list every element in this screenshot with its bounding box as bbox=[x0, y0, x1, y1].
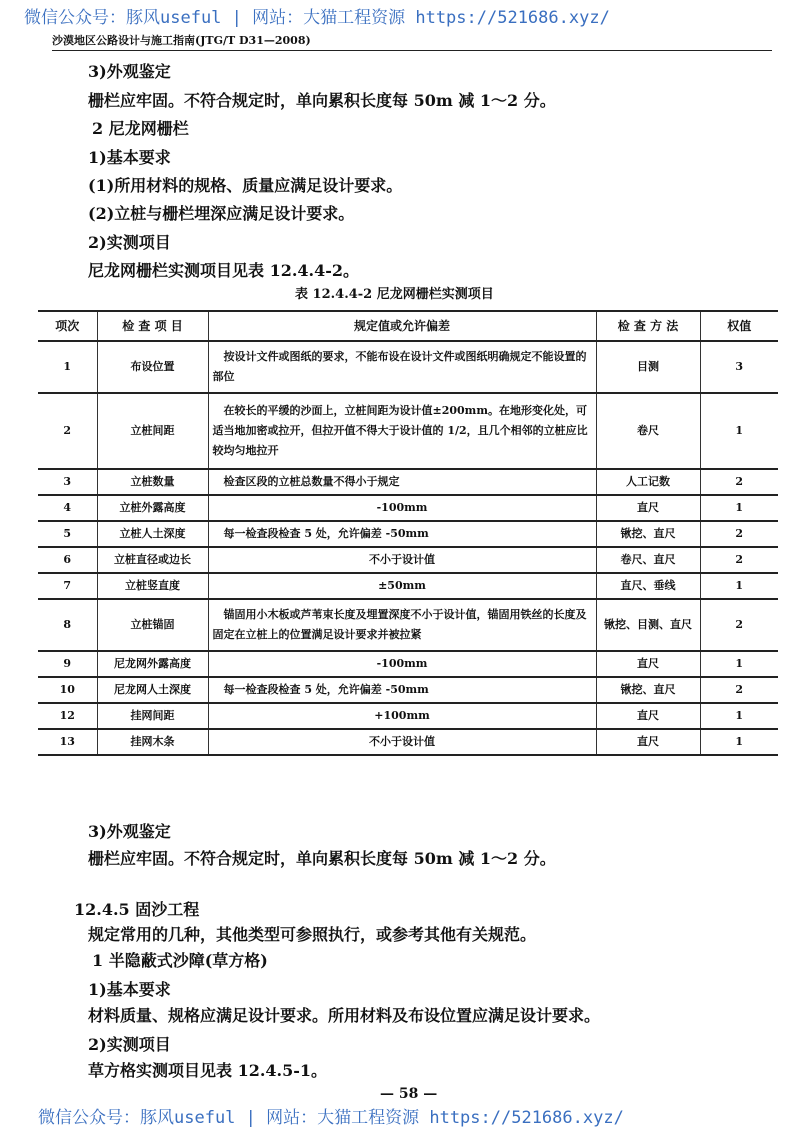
table-row bbox=[38, 341, 778, 393]
paragraph: (1)所用材料的规格、质量应满足设计要求。 bbox=[88, 176, 403, 195]
paragraph: 尼龙网栅栏实测项目见表 12.4.4-2。 bbox=[88, 261, 360, 280]
check-item: 挂网间距 bbox=[97, 703, 208, 729]
check-method: 直尺 bbox=[596, 651, 700, 677]
heading-grass-grid: 1 半隐蔽式沙障(草方格) bbox=[92, 951, 268, 970]
item-number: 3 bbox=[38, 469, 97, 495]
weight: 3 bbox=[700, 341, 778, 393]
check-item: 立桩竖直度 bbox=[97, 573, 208, 599]
heading-appearance: 3)外观鉴定 bbox=[88, 822, 171, 841]
weight: 2 bbox=[700, 469, 778, 495]
check-method: 直尺 bbox=[596, 703, 700, 729]
check-item: 立桩人土深度 bbox=[97, 521, 208, 547]
check-method: 直尺、垂线 bbox=[596, 573, 700, 599]
check-method: 锹挖、目测、直尺 bbox=[596, 599, 700, 651]
tolerance: 每一检查段检查 5 处，允许偏差 -50mm bbox=[208, 521, 596, 547]
table-row bbox=[38, 651, 778, 677]
paragraph: 栅栏应牢固。不符合规定时，单向累积长度每 50m 减 1～2 分。 bbox=[88, 91, 556, 110]
item-number: 4 bbox=[38, 495, 97, 521]
check-item: 挂网木条 bbox=[97, 729, 208, 755]
check-method: 卷尺、直尺 bbox=[596, 547, 700, 573]
check-item: 尼龙网外露高度 bbox=[97, 651, 208, 677]
paragraph: 栅栏应牢固。不符合规定时，单向累积长度每 50m 减 1～2 分。 bbox=[88, 849, 556, 868]
col-header: 权值 bbox=[700, 311, 778, 341]
tolerance: 检查区段的立桩总数量不得小于规定 bbox=[208, 469, 596, 495]
weight: 1 bbox=[700, 651, 778, 677]
table-caption: 表 12.4.4-2 尼龙网栅栏实测项目 bbox=[295, 287, 494, 302]
tolerance: ±50mm bbox=[208, 573, 596, 599]
heading-measured: 2)实测项目 bbox=[88, 233, 171, 252]
table-row bbox=[38, 547, 778, 573]
check-method: 锹挖、直尺 bbox=[596, 677, 700, 703]
paragraph: (2)立桩与栅栏埋深应满足设计要求。 bbox=[88, 204, 355, 223]
item-number: 1 bbox=[38, 341, 97, 393]
weight: 2 bbox=[700, 521, 778, 547]
table-row bbox=[38, 393, 778, 469]
tolerance: 不小于设计值 bbox=[208, 547, 596, 573]
weight: 1 bbox=[700, 393, 778, 469]
check-method: 直尺 bbox=[596, 729, 700, 755]
weight: 2 bbox=[700, 599, 778, 651]
tolerance: 锚固用小木板或芦苇束长度及埋置深度不小于设计值，锚固用铁丝的长度及固定在立桩上的位置满足设计要求并被拉紧 bbox=[208, 599, 596, 651]
heading-basic: 1)基本要求 bbox=[88, 980, 171, 999]
tolerance: -100mm bbox=[208, 651, 596, 677]
check-item: 布设位置 bbox=[97, 341, 208, 393]
table-row bbox=[38, 703, 778, 729]
table-row bbox=[38, 573, 778, 599]
item-number: 13 bbox=[38, 729, 97, 755]
tolerance: 按设计文件或图纸的要求，不能布设在设计文件或图纸明确规定不能设置的部位 bbox=[208, 341, 596, 393]
item-number: 12 bbox=[38, 703, 97, 729]
inspection-table bbox=[38, 310, 778, 756]
page-number: — 58 — bbox=[380, 1086, 438, 1102]
col-header: 检 查 项 目 bbox=[97, 311, 208, 341]
check-item: 立桩外露高度 bbox=[97, 495, 208, 521]
col-header: 检 查 方 法 bbox=[596, 311, 700, 341]
table-row bbox=[38, 599, 778, 651]
weight: 1 bbox=[700, 573, 778, 599]
paragraph: 草方格实测项目见表 12.4.5-1。 bbox=[88, 1061, 328, 1080]
check-item: 立桩直径或边长 bbox=[97, 547, 208, 573]
heading-basic: 1)基本要求 bbox=[88, 148, 171, 167]
weight: 1 bbox=[700, 495, 778, 521]
table-row bbox=[38, 521, 778, 547]
col-header: 项次 bbox=[38, 311, 97, 341]
weight: 1 bbox=[700, 729, 778, 755]
item-number: 9 bbox=[38, 651, 97, 677]
paragraph: 材料质量、规格应满足设计要求。所用材料及布设位置应满足设计要求。 bbox=[88, 1006, 601, 1025]
heading-measured: 2)实测项目 bbox=[88, 1035, 171, 1054]
table-row bbox=[38, 677, 778, 703]
check-item: 立桩锚固 bbox=[97, 599, 208, 651]
check-method: 卷尺 bbox=[596, 393, 700, 469]
tolerance: +100mm bbox=[208, 703, 596, 729]
item-number: 8 bbox=[38, 599, 97, 651]
check-method: 人工记数 bbox=[596, 469, 700, 495]
check-method: 锹挖、直尺 bbox=[596, 521, 700, 547]
running-header: 沙漠地区公路设计与施工指南(JTG/T D31—2008) bbox=[52, 34, 772, 51]
item-number: 2 bbox=[38, 393, 97, 469]
tolerance: 每一检查段检查 5 处，允许偏差 -50mm bbox=[208, 677, 596, 703]
watermark: 微信公众号：豚风useful | 网站：大猫工程资源 https://521686.xyz/ bbox=[24, 8, 610, 28]
check-method: 直尺 bbox=[596, 495, 700, 521]
table-header-row bbox=[38, 311, 778, 341]
check-item: 立桩间距 bbox=[97, 393, 208, 469]
tolerance: -100mm bbox=[208, 495, 596, 521]
col-header: 规定值或允许偏差 bbox=[208, 311, 596, 341]
table-row bbox=[38, 469, 778, 495]
weight: 2 bbox=[700, 547, 778, 573]
weight: 2 bbox=[700, 677, 778, 703]
item-number: 10 bbox=[38, 677, 97, 703]
heading-appearance: 3)外观鉴定 bbox=[88, 62, 171, 81]
watermark: 微信公众号：豚风useful | 网站：大猫工程资源 https://521686.xyz/ bbox=[38, 1108, 624, 1128]
check-item: 立桩数量 bbox=[97, 469, 208, 495]
tolerance: 不小于设计值 bbox=[208, 729, 596, 755]
check-item: 尼龙网人土深度 bbox=[97, 677, 208, 703]
paragraph: 规定常用的几种，其他类型可参照执行，或参考其他有关规范。 bbox=[88, 925, 537, 944]
tolerance: 在较长的平缓的沙面上，立桩间距为设计值±200mm。在地形变化处，可适当地加密或拉开，但拉开值不得大于设计值的 1/2，且几个相邻的立桩应比较均匀地拉开 bbox=[208, 393, 596, 469]
item-number: 5 bbox=[38, 521, 97, 547]
table-row bbox=[38, 495, 778, 521]
table-row bbox=[38, 729, 778, 755]
weight: 1 bbox=[700, 703, 778, 729]
section-heading: 12.4.5 固沙工程 bbox=[74, 900, 200, 919]
item-number: 6 bbox=[38, 547, 97, 573]
heading-nylon-fence: 2 尼龙网栅栏 bbox=[92, 119, 189, 138]
check-method: 目测 bbox=[596, 341, 700, 393]
item-number: 7 bbox=[38, 573, 97, 599]
